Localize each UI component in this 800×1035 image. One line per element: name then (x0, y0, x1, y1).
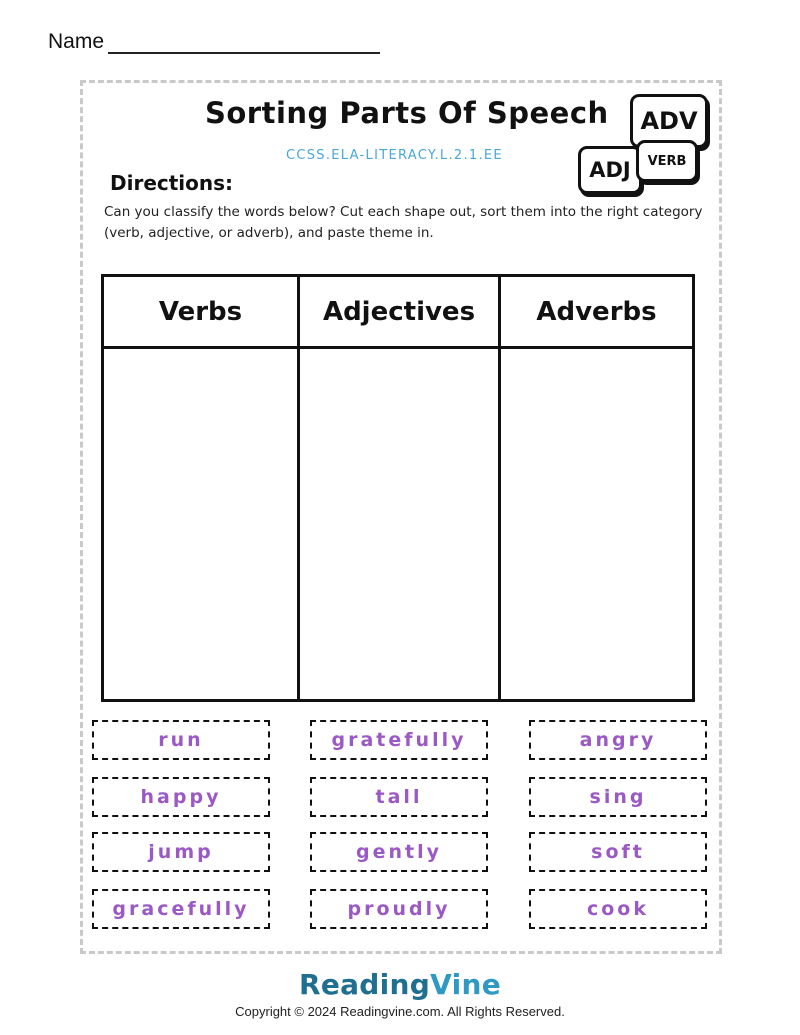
logo-vine: Vine (430, 968, 502, 1001)
word-card[interactable]: sing (529, 777, 707, 817)
adj-badge-icon (578, 146, 642, 194)
word-card[interactable]: proudly (310, 889, 488, 929)
word-card[interactable]: tall (310, 777, 488, 817)
adj-badge-label: ADJ (589, 158, 631, 182)
column-header-verbs: Verbs (104, 277, 300, 349)
word-card[interactable]: run (92, 720, 270, 760)
word-card[interactable]: gently (310, 832, 488, 872)
word-card[interactable]: gratefully (310, 720, 488, 760)
word-card[interactable]: jump (92, 832, 270, 872)
paste-area-adverbs[interactable] (501, 349, 692, 699)
name-label: Name (48, 30, 105, 53)
copyright-text: Copyright © 2024 Readingvine.com. All Rights Reserved. (235, 1004, 565, 1019)
logo-reading: Reading (298, 968, 431, 1001)
verb-badge-icon (636, 140, 698, 182)
directions-text: Can you classify the words below? Cut each shape out, sort them into the right category (verb, adjective, or adverb), and paste theme in. (104, 204, 703, 241)
word-card[interactable]: angry (529, 720, 707, 760)
paste-area-verbs[interactable] (104, 349, 300, 699)
readingvine-logo (0, 968, 800, 1001)
standard-code: CCSS.ELA-LITERACY.L.2.1.EE (286, 148, 503, 163)
directions-heading: Directions: (110, 171, 234, 195)
word-card[interactable]: happy (92, 777, 270, 817)
verb-badge-label: VERB (647, 153, 687, 169)
word-card[interactable]: gracefully (92, 889, 270, 929)
word-card[interactable]: soft (529, 832, 707, 872)
name-blank-line[interactable] (108, 34, 380, 54)
adv-badge-label: ADV (640, 107, 698, 135)
word-card[interactable]: cook (529, 889, 707, 929)
paste-area-adjectives[interactable] (300, 349, 501, 699)
sorting-table (101, 274, 695, 702)
column-header-adjectives: Adjectives (300, 277, 501, 349)
worksheet-title: Sorting Parts Of Speech (205, 96, 609, 130)
column-header-adverbs: Adverbs (501, 277, 692, 349)
name-field[interactable] (48, 30, 380, 54)
